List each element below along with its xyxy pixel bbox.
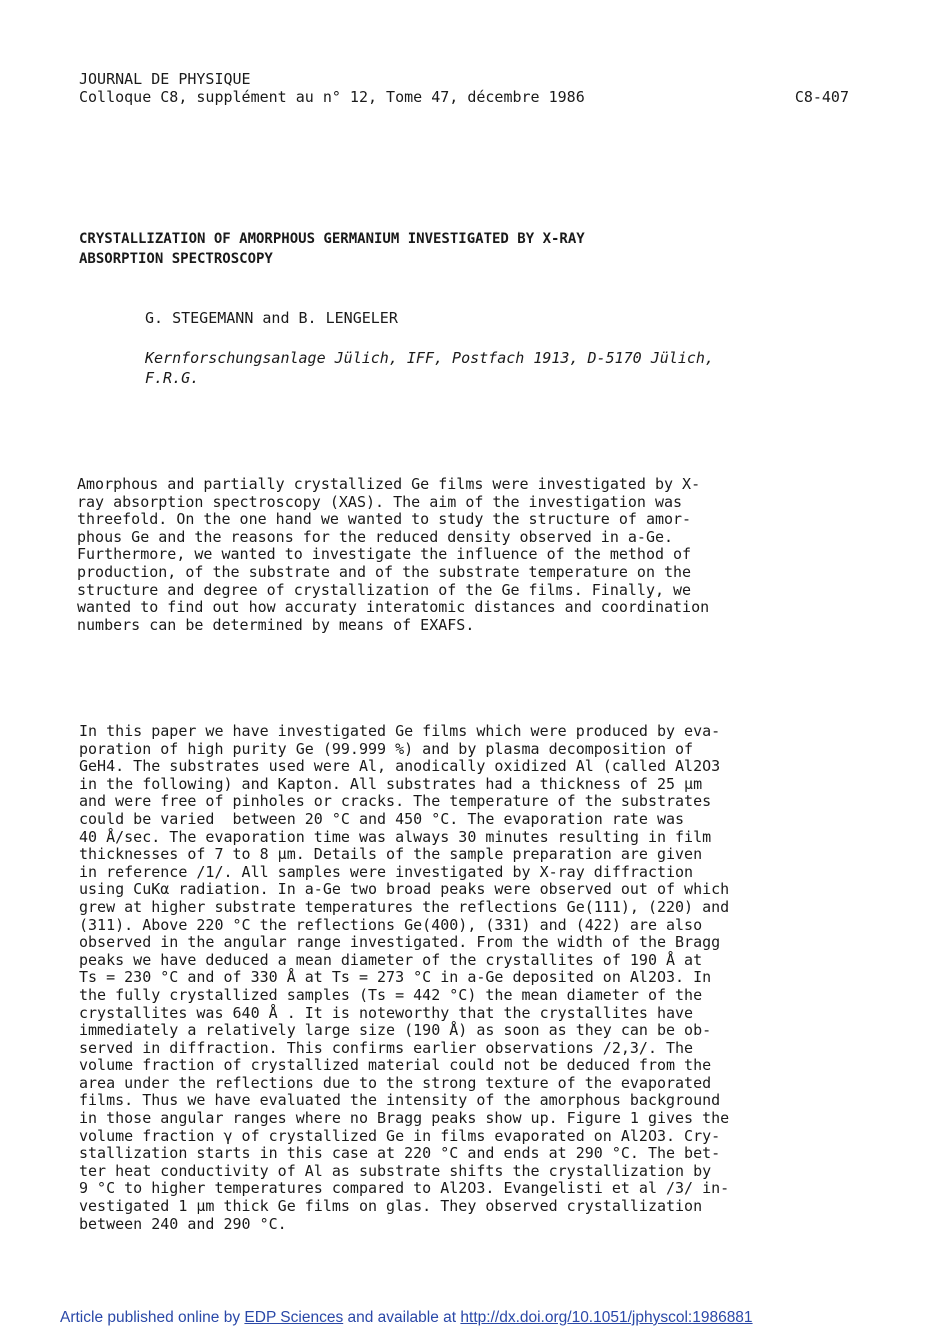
abstract-paragraph	[77, 476, 867, 634]
body-line: the fully crystallized samples (Ts = 442 °C) the mean diameter of the	[79, 985, 703, 1004]
page-number: C8-407	[794, 87, 849, 106]
body-line: and were free of pinholes or cracks. The temperature of the substrates	[79, 792, 712, 811]
body-line: observed in the angular range investigated. From the width of the Bragg	[79, 933, 721, 952]
abstract-line: ray absorption spectroscopy (XAS). The aim of the investigation was	[77, 492, 683, 511]
abstract-line: threefold. On the one hand we wanted to study the structure of amor-	[77, 510, 692, 529]
body-line: ter heat conductivity of Al as substrate shifts the crystallization by	[79, 1161, 712, 1180]
body-line: In this paper we have investigated Ge films which were produced by eva-	[79, 722, 721, 740]
body-line: volume fraction γ of crystallized Ge in films evaporated on Al2O3. Cry-	[79, 1126, 721, 1145]
journal-header	[79, 71, 849, 106]
body-line: poration of high purity Ge (99.999 %) and by plasma decomposition of	[79, 739, 694, 758]
affiliation-line: Kernforschungsanlage Jülich, IFF, Postfach 1913, D-5170 Jülich,	[145, 349, 714, 367]
doi-link[interactable]: http://dx.doi.org/10.1051/jphyscol:1986881	[460, 1309, 753, 1326]
abstract-line: wanted to find out how accuraty interatomic distances and coordination	[77, 598, 710, 617]
body-line: served in diffraction. This confirms earlier observations /2,3/. The	[79, 1038, 694, 1057]
body-line: Ts = 230 °C and of 330 Å at Ts = 273 °C in a-Ge deposited on Al2O3. In	[79, 968, 712, 987]
body-line: thicknesses of 7 to 8 µm. Details of the sample preparation are given	[79, 845, 703, 864]
publication-footer	[60, 1309, 753, 1327]
affiliation-line: F.R.G.	[145, 369, 200, 387]
body-line: crystallites was 640 Å . It is noteworthy that the crystallites have	[79, 1003, 694, 1022]
body-line: area under the reflections due to the strong texture of the evaporated	[79, 1073, 712, 1092]
body-line: 40 Å/sec. The evaporation time was always 30 minutes resulting in film	[79, 827, 712, 846]
body-line: films. Thus we have evaluated the intensity of the amorphous background	[79, 1091, 721, 1110]
author-affiliation	[145, 348, 845, 388]
body-line: 9 °C to higher temperatures compared to Al2O3. Evangelisti et al /3/ in-	[79, 1179, 730, 1198]
abstract-line: phous Ge and the reasons for the reduced density observed in a-Ge.	[77, 527, 674, 546]
paper-title-line: ABSORPTION SPECTROSCOPY	[79, 251, 273, 267]
body-line: (311). Above 220 °C the reflections Ge(400), (331) and (422) are also	[79, 915, 703, 934]
footer-middle: and available at	[347, 1309, 457, 1326]
paper-title	[79, 229, 839, 269]
paper-authors: G. STEGEMANN and B. LENGELER	[145, 309, 398, 327]
body-line: volume fraction of crystallized material could not be deduced from the	[79, 1056, 712, 1075]
abstract-line: production, of the substrate and of the substrate temperature on the	[77, 562, 692, 581]
body-line: between 240 and 290 °C.	[79, 1214, 287, 1233]
body-line: could be varied between 20 °C and 450 °C. The evaporation rate was	[79, 809, 685, 828]
journal-name: JOURNAL DE PHYSIQUE	[79, 70, 251, 88]
body-line: vestigated 1 µm thick Ge films on glas. They observed crystallization	[79, 1197, 703, 1216]
abstract-line: Furthermore, we wanted to investigate the influence of the method of	[77, 545, 692, 564]
abstract-line: Amorphous and partially crystallized Ge films were investigated by X-	[77, 475, 701, 493]
body-line: GeH4. The substrates used were Al, anodically oxidized Al (called Al2O3	[79, 757, 721, 776]
body-line: using CuKα radiation. In a-Ge two broad peaks were observed out of which	[79, 880, 730, 899]
body-paragraph	[79, 723, 869, 1233]
publisher-link[interactable]: EDP Sciences	[244, 1309, 344, 1326]
abstract-line: numbers can be determined by means of EXAFS.	[77, 615, 475, 634]
body-line: stallization starts in this case at 220 °C and ends at 290 °C. The bet-	[79, 1144, 721, 1163]
paper-title-line: CRYSTALLIZATION OF AMORPHOUS GERMANIUM INVESTIGATED BY X-RAY	[79, 231, 585, 247]
body-line: in those angular ranges where no Bragg peaks show up. Figure 1 gives the	[79, 1109, 730, 1128]
body-line: peaks we have deduced a mean diameter of the crystallites of 190 Å at	[79, 950, 703, 969]
body-line: grew at higher substrate temperatures the reflections Ge(111), (220) and	[79, 897, 730, 916]
journal-issue: Colloque C8, supplément au n° 12, Tome 47, décembre 1986	[79, 87, 585, 106]
footer-prefix: Article published online by	[60, 1309, 241, 1326]
body-line: in reference /1/. All samples were investigated by X-ray diffraction	[79, 862, 694, 881]
abstract-line: structure and degree of crystallization of the Ge films. Finally, we	[77, 580, 692, 599]
body-line: in the following) and Kapton. All substrates had a thickness of 25 µm	[79, 774, 703, 793]
body-line: immediately a relatively large size (190 Å) as soon as they can be ob-	[79, 1021, 712, 1040]
